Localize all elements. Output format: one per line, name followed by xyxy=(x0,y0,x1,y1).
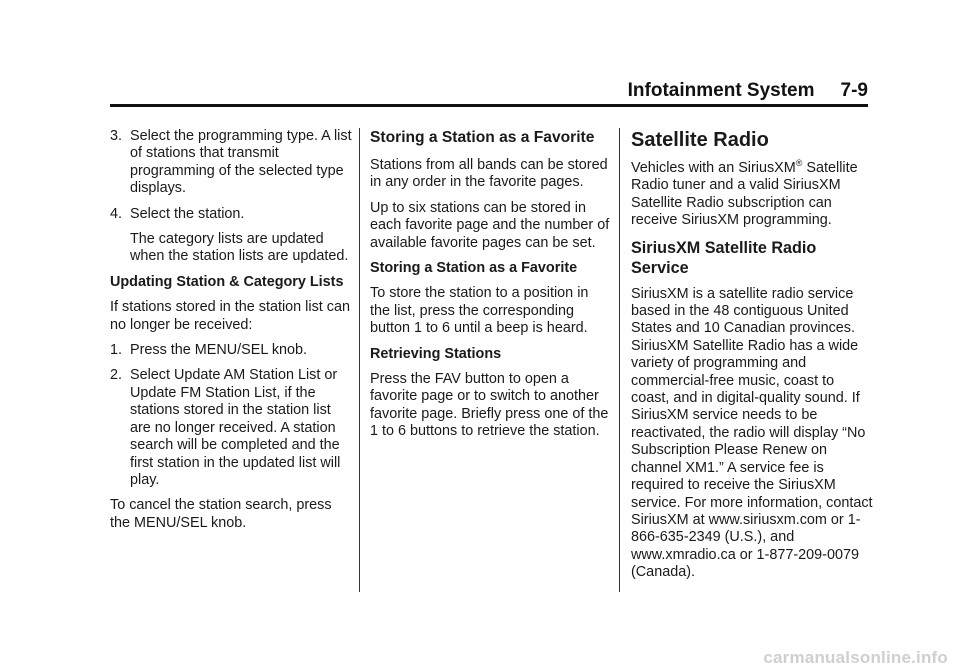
section-title: Satellite Radio xyxy=(631,129,769,151)
page-number: 7-9 xyxy=(840,80,868,101)
header-title: Infotainment System xyxy=(627,80,815,101)
paragraph: Vehicles with an SiriusXM® Satellite Radio tuner and a valid SiriusXM Satellite Radio subscription can receive SiriusXM programming. xyxy=(631,158,858,229)
subheading: Retrieving Stations xyxy=(370,345,502,362)
list-item: 4. Select the station. xyxy=(110,205,245,222)
running-header xyxy=(628,80,868,102)
paragraph: Stations from all bands can be stored in any order in the favorite pages. xyxy=(370,157,608,191)
column-left xyxy=(110,128,355,540)
subheading: SiriusXM Satellite Radio Service xyxy=(631,238,817,277)
list-item: 2. Select Update AM Station List or Update FM Station List, if the stations stored in the station list are no longer received. A station search will be completed and the first station in the updated list will play. xyxy=(110,367,341,488)
list-item: 3. Select the programming type. A list of stations that transmit programming of the selected type displays. xyxy=(110,128,352,197)
header-rule xyxy=(110,104,868,107)
note-text: The category lists are updated when the station lists are updated. xyxy=(130,231,349,265)
paragraph: Up to six stations can be stored in each favorite page and the number of available favorite pages can be set. xyxy=(370,199,610,251)
paragraph: SiriusXM is a satellite radio service based in the 48 contiguous United States and 10 Canadian provinces. SiriusXM Satellite Radio has a wide variety of programming and commercial-free music, coast to coast, and in digital-quality sound. If SiriusXM service needs to be reactivated, the radio will display “No Subscription Please Renew on channel XM1.” A service fee is required to receive the SiriusXM service. For more information, contact SiriusXM at www.siriusxm.com or 1-866-635-2349 (U.S.), and www.xmradio.ca or 1-877-209-0079 (Canada). xyxy=(631,285,873,581)
paragraph: If stations stored in the station list can no longer be received: xyxy=(110,299,350,333)
column-divider-2 xyxy=(619,128,620,592)
paragraph: To cancel the station search, press the MENU/SEL knob. xyxy=(110,497,332,531)
column-divider-1 xyxy=(359,128,360,592)
column-right xyxy=(631,128,873,590)
registered-mark: ® xyxy=(795,158,803,169)
list-item: 1. Press the MENU/SEL knob. xyxy=(110,342,308,359)
column-middle xyxy=(370,128,610,449)
subheading: Storing a Station as a Favorite xyxy=(370,260,578,277)
paragraph: To store the station to a position in the list, press the corresponding button 1 to 6 until a beep is heard. xyxy=(370,285,589,337)
paragraph: Press the FAV button to open a favorite page or to switch to another favorite page. Briefly press one of the 1 to 6 buttons to retrieve the station. xyxy=(370,371,609,440)
watermark: carmanualsonline.info xyxy=(763,648,948,667)
section-heading: Updating Station & Category Lists xyxy=(110,273,344,290)
section-heading: Storing a Station as a Favorite xyxy=(370,129,595,146)
